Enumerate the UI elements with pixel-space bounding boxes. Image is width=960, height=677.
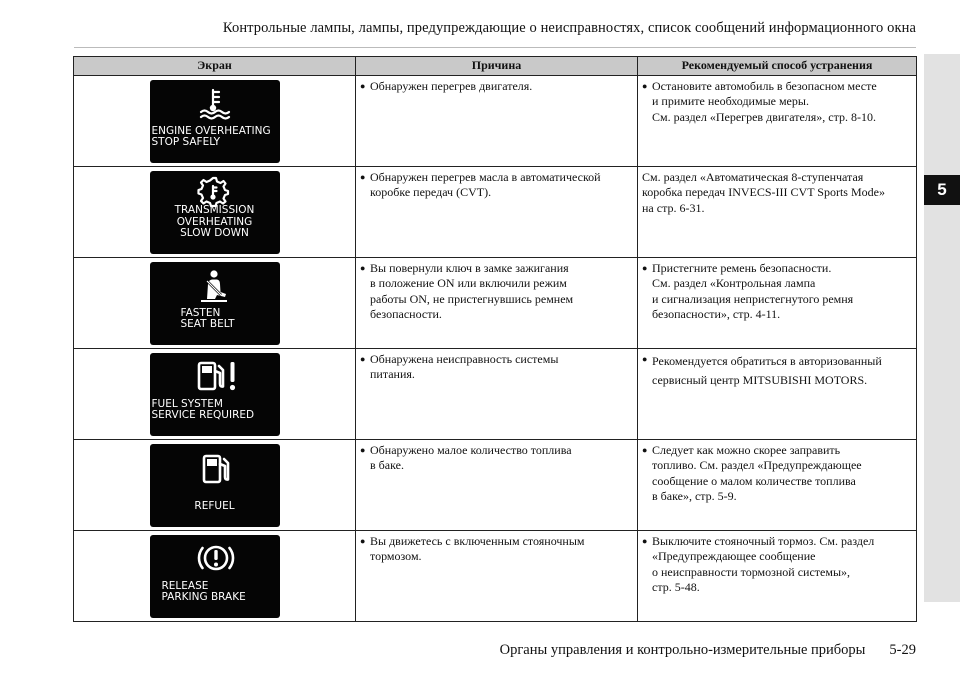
remedy-text: См. раздел «Автоматическая 8-ступенчатая коробка передач INVECS-III CVT Sports Mode» на стр. 6-31. bbox=[642, 170, 885, 215]
seat-belt-icon bbox=[198, 269, 230, 303]
remedy-cell bbox=[638, 76, 917, 167]
cause-text: Вы повернули ключ в замке зажигания в положение ON или включили режим работы ON, не пристегнувшись ремнем безопасности. bbox=[370, 261, 574, 322]
display-screen-engine-overheating bbox=[150, 80, 280, 163]
cause-text: Обнаружена неисправность системы питания. bbox=[370, 352, 559, 382]
display-screen-refuel bbox=[150, 444, 280, 527]
remedy-cell bbox=[638, 440, 917, 531]
table-row bbox=[74, 440, 917, 531]
remedy-text: Следует как можно скорее заправить топливо. См. раздел «Предупреждающее сообщение о малом количестве топлива в баке», стр. 5-9. bbox=[652, 443, 862, 504]
remedy-cell bbox=[638, 167, 917, 258]
table-row bbox=[74, 531, 917, 622]
bullet-icon: ● bbox=[360, 445, 366, 455]
cause-cell bbox=[356, 258, 638, 349]
bullet-icon: ● bbox=[360, 354, 366, 364]
display-screen-release-parking-brake bbox=[150, 535, 280, 618]
table-row bbox=[74, 349, 917, 440]
fuel-system-warning-icon bbox=[195, 359, 239, 393]
cause-text: Обнаружен перегрев масла в автоматической коробке передач (CVT). bbox=[370, 170, 601, 200]
bullet-icon: ● bbox=[642, 81, 648, 91]
chapter-side-tab bbox=[924, 54, 960, 602]
bullet-icon: ● bbox=[642, 445, 648, 455]
cause-cell bbox=[356, 76, 638, 167]
table-row bbox=[74, 258, 917, 349]
header-divider bbox=[74, 47, 916, 48]
column-header-screen: Экран bbox=[74, 57, 356, 76]
bullet-icon: ● bbox=[360, 536, 366, 546]
screen-message-text: TRANSMISSION OVERHEATING SLOW DOWN bbox=[174, 204, 255, 239]
cause-cell bbox=[356, 531, 638, 622]
column-header-cause: Причина bbox=[356, 57, 638, 76]
cause-text: Обнаружен перегрев двигателя. bbox=[370, 79, 533, 93]
page-header: Контрольные лампы, лампы, предупреждающие о неисправностях, список сообщений информационного окна bbox=[222, 20, 916, 36]
screen-cell bbox=[74, 76, 356, 167]
screen-cell bbox=[74, 349, 356, 440]
display-screen-fuel-system-service bbox=[150, 353, 280, 436]
screen-message-text: FUEL SYSTEM SERVICE REQUIRED bbox=[151, 397, 255, 421]
bullet-icon: ● bbox=[642, 354, 648, 364]
column-header-remedy: Рекомендуемый способ устранения bbox=[638, 57, 917, 76]
cause-text: Обнаружено малое количество топлива в баке. bbox=[370, 443, 572, 473]
display-screen-transmission-overheating bbox=[150, 171, 280, 254]
bullet-icon: ● bbox=[360, 172, 366, 182]
bullet-icon: ● bbox=[360, 81, 366, 91]
screen-message-text: FASTEN SEAT BELT bbox=[180, 306, 235, 330]
table-header-row bbox=[74, 57, 917, 76]
remedy-text: Пристегните ремень безопасности. См. раздел «Контрольная лампа и сигнализация непристегнутого ремня безопасности», стр. 4-11. bbox=[652, 261, 854, 322]
chapter-number-badge: 5 bbox=[924, 175, 960, 205]
display-screen-fasten-seat-belt bbox=[150, 262, 280, 345]
screen-message-text: REFUEL bbox=[194, 500, 235, 512]
table-row bbox=[74, 76, 917, 167]
bullet-icon: ● bbox=[360, 263, 366, 273]
remedy-text: Остановите автомобиль в безопасном месте и примите необходимые меры. См. раздел «Перегрев двигателя», стр. 8-10. bbox=[652, 79, 877, 124]
page-number: 5-29 bbox=[889, 642, 916, 658]
screen-cell bbox=[74, 167, 356, 258]
table-row bbox=[74, 167, 917, 258]
cause-text: Вы движетесь с включенным стояночным тормозом. bbox=[370, 534, 585, 564]
parking-brake-icon bbox=[196, 540, 236, 576]
remedy-text: Рекомендуется обратиться в авторизованный сервисный центр MITSUBISHI MOTORS. bbox=[652, 354, 882, 388]
screen-message-text: RELEASE PARKING BRAKE bbox=[161, 579, 246, 603]
cause-cell bbox=[356, 440, 638, 531]
screen-cell bbox=[74, 258, 356, 349]
remedy-cell bbox=[638, 258, 917, 349]
fuel-pump-icon bbox=[200, 452, 232, 486]
screen-message-text: ENGINE OVERHEATING STOP SAFELY bbox=[151, 124, 271, 148]
warning-message-table bbox=[73, 56, 917, 622]
footer-section-title: Органы управления и контрольно-измерительные приборы bbox=[499, 642, 866, 658]
engine-coolant-temperature-icon bbox=[198, 87, 232, 121]
bullet-icon: ● bbox=[642, 536, 648, 546]
remedy-text: Выключите стояночный тормоз. См. раздел «Предупреждающее сообщение о неисправности тормозной системы», стр. 5-48. bbox=[652, 534, 875, 595]
page-footer bbox=[74, 642, 916, 659]
remedy-cell bbox=[638, 349, 917, 440]
screen-cell bbox=[74, 531, 356, 622]
screen-cell bbox=[74, 440, 356, 531]
bullet-icon: ● bbox=[642, 263, 648, 273]
remedy-cell bbox=[638, 531, 917, 622]
cause-cell bbox=[356, 349, 638, 440]
cause-cell bbox=[356, 167, 638, 258]
